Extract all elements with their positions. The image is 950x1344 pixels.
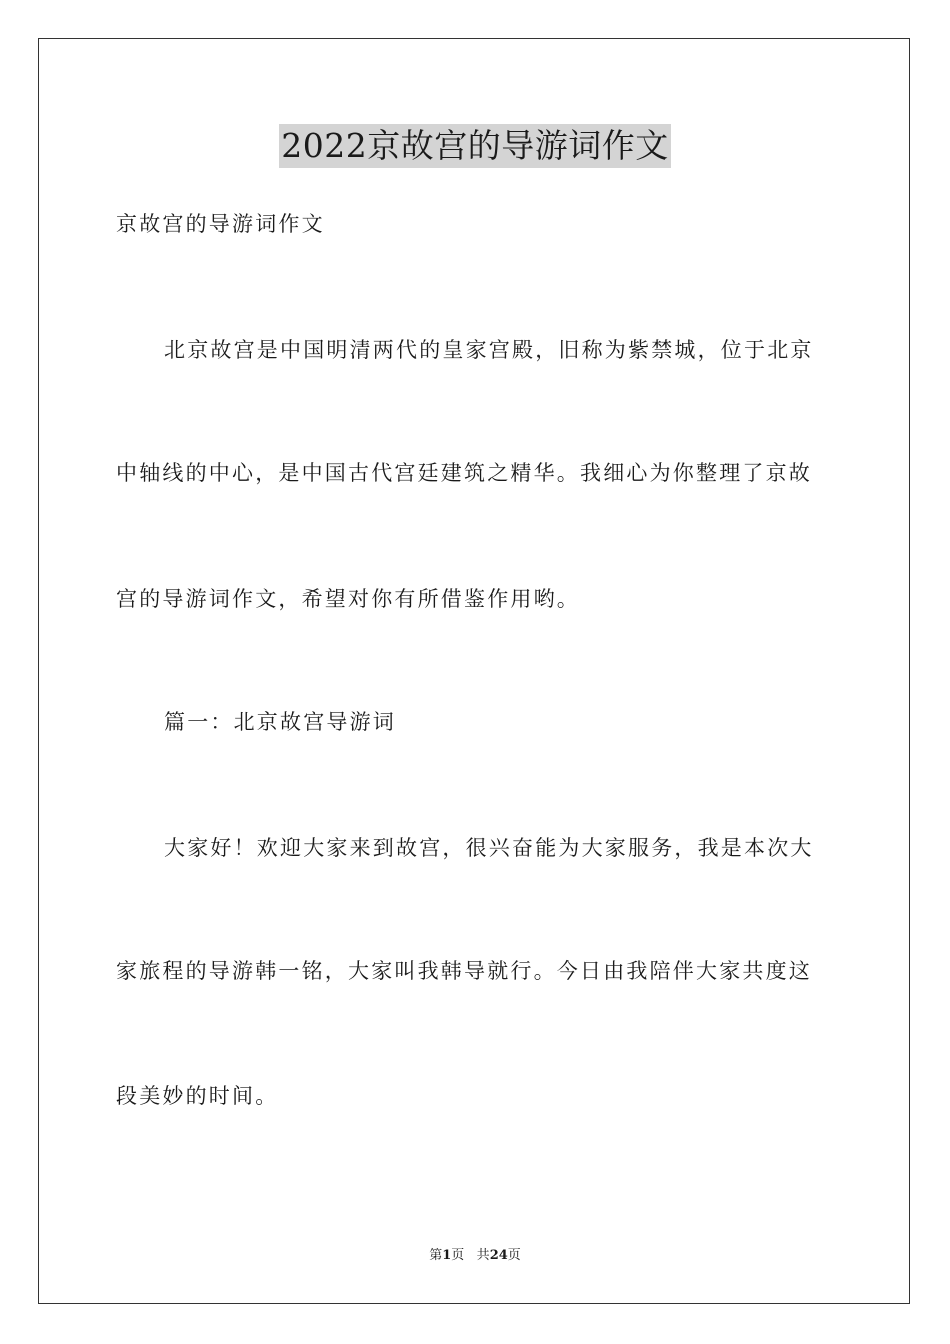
paragraph-2-line-3: 段美妙的时间。 [116, 1084, 279, 1108]
paragraph-1-line-1: 北京故宫是中国明清两代的皇家宫殿，旧称为紫禁城，位于北京 [164, 338, 814, 362]
footer-page-suffix: 页 [451, 1248, 465, 1263]
title-container [0, 124, 950, 168]
subtitle-line: 京故宫的导游词作文 [116, 212, 325, 236]
footer-total-prefix: 共 [476, 1248, 490, 1263]
paragraph-2-line-1: 大家好！欢迎大家来到故宫，很兴奋能为大家服务，我是本次大 [164, 836, 814, 860]
page-footer [0, 1247, 950, 1265]
paragraph-2-line-2: 家旅程的导游韩一铭，大家叫我韩导就行。今日由我陪伴大家共度这 [116, 959, 812, 983]
paragraph-1-line-3: 宫的导游词作文，希望对你有所借鉴作用哟。 [116, 587, 580, 611]
footer-total-pages: 24 [489, 1248, 508, 1263]
section-heading: 篇一：北京故宫导游词 [164, 710, 396, 734]
document-title: 2022京故宫的导游词作文 [279, 124, 670, 168]
footer-page-prefix: 第 [429, 1248, 443, 1263]
paragraph-1-line-2: 中轴线的中心，是中国古代宫廷建筑之精华。我细心为你整理了京故 [116, 461, 812, 485]
footer-page-number: 1 [442, 1248, 452, 1263]
footer-total-suffix: 页 [507, 1248, 521, 1263]
